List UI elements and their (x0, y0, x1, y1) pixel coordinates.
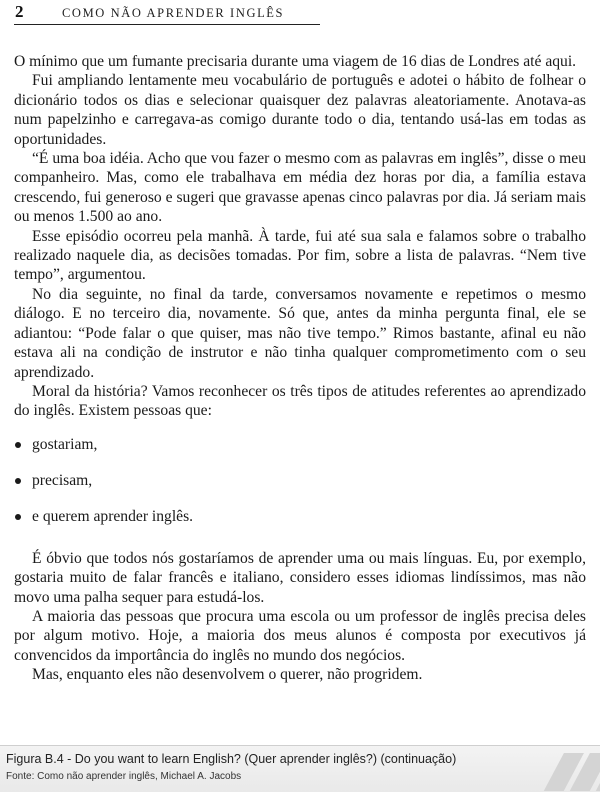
running-head (14, 2, 320, 25)
list-item (14, 471, 586, 507)
paragraph: Moral da história? Vamos reconhecer os três tipos de atitudes referentes ao aprendizado do inglês. Existem pessoas que: (14, 382, 586, 420)
bullet-icon (15, 442, 21, 448)
paragraph: É óbvio que todos nós gostaríamos de aprender uma ou mais línguas. Eu, por exemplo, gostaria muito de falar francês e italiano, considero esses idiomas lindíssimos, mas não movo uma palha sequer para estudá-los. (14, 549, 586, 606)
book-title: COMO NÃO APRENDER INGLÊS (62, 6, 285, 20)
list-item (14, 507, 586, 543)
list-item-text: e querem aprender inglês. (32, 507, 194, 525)
page-number: 2 (15, 2, 24, 21)
list-item-text: precisam, (32, 471, 93, 489)
paragraph: A maioria das pessoas que procura uma escola ou um professor de inglês precisa deles por algum motivo. Hoje, a maioria dos meus alunos é composta por executivos já convencidos da importância do inglês no mundo dos negócios. (14, 607, 586, 664)
caption-title: Figura B.4 - Do you want to learn English? (Quer aprender inglês?) (continuação) (6, 752, 457, 766)
caption-source: Fonte: Como não aprender inglês, Michael A. Jacobs (6, 771, 242, 782)
figure-caption (0, 745, 600, 792)
paragraph: Fui ampliando lentamente meu vocabulário de português e adotei o hábito de folhear o dicionário todos os dias e selecionar quaisquer dez palavras aleatoriamente. Anotava-as num papelzinho e carregava-as comigo durante todo o dia, tentando usá-las em todas as oportunidades. (14, 72, 586, 148)
body-text (14, 52, 586, 685)
paragraph: “É uma boa idéia. Acho que vou fazer o mesmo com as palavras em inglês”, disse o meu companheiro. Mas, como ele trabalhava em média dez horas por dia, a família estava crescendo, fui generoso e sugeri que gravasse apenas cinco palavras por dia. Já seriam mais ou menos 1.500 ao ano. (14, 150, 586, 226)
paragraph: Esse episódio ocorreu pela manhã. À tarde, fui até sua sala e falamos sobre o trabalho realizado naquele dia, as decisões tomadas. Por fim, sobre a lista de palavras. “Nem tive tempo”, argumentou. (14, 227, 586, 284)
list-item (14, 435, 586, 471)
paragraph: Mas, enquanto eles não desenvolvem o querer, não progridem. (32, 666, 423, 684)
bullet-list (14, 435, 586, 543)
paragraph: No dia seguinte, no final da tarde, conversamos novamente e repetimos o mesmo diálogo. E no terceiro dia, novamente. Só que, antes da minha pergunta final, ele se adiantou: “Pode falar o que quiser, mas não tive tempo.” Rimos bastante, afinal eu não estava ali na condição de instrutor e não tinha qualquer comprometimento com o seu aprendizado. (14, 285, 586, 381)
bullet-icon (15, 478, 21, 484)
list-item-text: gostariam, (32, 435, 98, 453)
bullet-icon (15, 514, 21, 520)
paragraph: O mínimo que um fumante precisaria durante uma viagem de 16 dias de Londres até aqui. (14, 53, 577, 70)
decorative-stripes (530, 745, 600, 791)
